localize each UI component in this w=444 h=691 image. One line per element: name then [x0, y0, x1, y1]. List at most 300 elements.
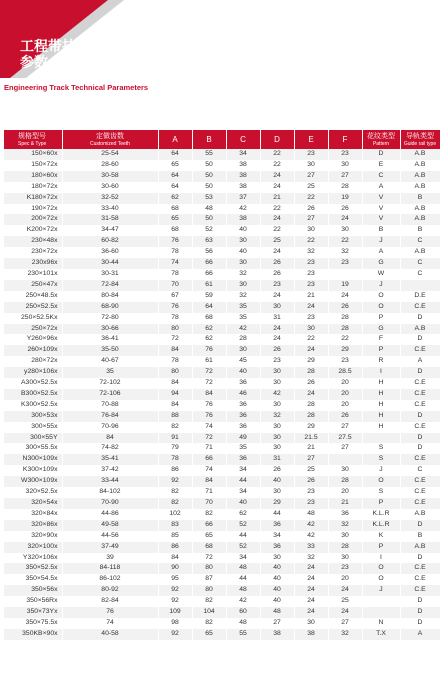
cell-d: 32 [260, 411, 294, 422]
cell-b: 62 [192, 334, 226, 345]
cell-pattern: I [362, 367, 400, 378]
cell-c: 35 [226, 443, 260, 454]
cell-b: 82 [192, 509, 226, 520]
cell-b: 80 [192, 585, 226, 596]
cell-e: 21 [294, 291, 328, 302]
cell-pattern: R [362, 356, 400, 367]
cell-spec: 300×55x [4, 422, 62, 433]
cell-f: 30 [328, 160, 362, 171]
cell-spec: 350×75.5x [4, 618, 62, 629]
cell-b: 72 [192, 378, 226, 389]
cell-pattern: S [362, 454, 400, 465]
cell-spec: 150×72x [4, 160, 62, 171]
cell-d: 24 [260, 182, 294, 193]
cell-c: 44 [226, 476, 260, 487]
header-guide [400, 130, 440, 149]
cell-f: 22 [328, 236, 362, 247]
cell-c: 37 [226, 193, 260, 204]
header-c: C [226, 130, 260, 149]
cell-e: 38 [294, 629, 328, 640]
cell-spec: Y260×96x [4, 334, 62, 345]
cell-f: 28 [328, 313, 362, 324]
table-row [4, 324, 440, 335]
cell-teeth: 31-58 [62, 214, 158, 225]
cell-pattern: P [362, 313, 400, 324]
cell-d: 26 [260, 345, 294, 356]
cell-f: 26 [328, 302, 362, 313]
cell-guide: A.B [400, 542, 440, 553]
cell-b: 66 [192, 258, 226, 269]
cell-d: 30 [260, 302, 294, 313]
cell-f: 28 [328, 542, 362, 553]
cell-guide: C.E [400, 476, 440, 487]
cell-a: 94 [158, 389, 192, 400]
cell-c: 30 [226, 236, 260, 247]
cell-spec: 230x96x [4, 258, 62, 269]
cell-e: 22 [294, 334, 328, 345]
cell-a: 88 [158, 411, 192, 422]
cell-spec: 320×84x [4, 509, 62, 520]
cell-teeth: 44-86 [62, 509, 158, 520]
cell-guide: A.B [400, 324, 440, 335]
cell-b: 74 [192, 422, 226, 433]
table-row [4, 443, 440, 454]
cell-f: 20 [328, 378, 362, 389]
table-row [4, 476, 440, 487]
cell-spec: B300×52.5x [4, 389, 62, 400]
cell-teeth: 30-66 [62, 324, 158, 335]
cell-teeth: 72-84 [62, 280, 158, 291]
table-row [4, 422, 440, 433]
cell-d: 26 [260, 258, 294, 269]
cell-a: 98 [158, 618, 192, 629]
table-row [4, 367, 440, 378]
cell-pattern: J [362, 585, 400, 596]
cell-a: 68 [158, 225, 192, 236]
cell-teeth: 70-96 [62, 422, 158, 433]
cell-pattern: A [362, 182, 400, 193]
cell-d: 29 [260, 498, 294, 509]
cell-e: 27 [294, 454, 328, 465]
table-row [4, 334, 440, 345]
cell-pattern [362, 596, 400, 607]
cell-a: 92 [158, 476, 192, 487]
cell-guide: A.B [400, 149, 440, 160]
cell-pattern: G [362, 258, 400, 269]
cell-spec: 350×56x [4, 585, 62, 596]
table-row [4, 542, 440, 553]
cell-b: 66 [192, 454, 226, 465]
cell-guide: D [400, 367, 440, 378]
cell-spec: 230×72x [4, 247, 62, 258]
cell-pattern: C [362, 171, 400, 182]
cell-a: 65 [158, 214, 192, 225]
cell-f: 20 [328, 400, 362, 411]
cell-pattern: I [362, 553, 400, 564]
cell-e: 28 [294, 367, 328, 378]
cell-c: 30 [226, 345, 260, 356]
page-subtitle: Engineering Track Technical Parameters [4, 83, 149, 92]
cell-spec: 180×72x [4, 182, 62, 193]
cell-c: 40 [226, 225, 260, 236]
page-title: 工程带技术参数 [20, 39, 90, 71]
table-body [4, 149, 440, 640]
cell-f [328, 269, 362, 280]
cell-a: 65 [158, 160, 192, 171]
cell-teeth: 35-50 [62, 345, 158, 356]
cell-d: 31 [260, 454, 294, 465]
cell-b: 53 [192, 193, 226, 204]
cell-spec: 150×60x [4, 149, 62, 160]
cell-pattern: D [362, 149, 400, 160]
cell-e: 21.5 [294, 433, 328, 444]
cell-spec: 320×54x [4, 498, 62, 509]
cell-a: 92 [158, 596, 192, 607]
cell-b: 62 [192, 324, 226, 335]
cell-teeth: 32-52 [62, 193, 158, 204]
cell-e: 23 [294, 498, 328, 509]
header-guide-en: Guide rail type [403, 140, 437, 147]
cell-f: 30 [328, 553, 362, 564]
cell-f: 24 [328, 214, 362, 225]
cell-f [328, 454, 362, 465]
cell-spec: 190×72x [4, 204, 62, 215]
cell-pattern: V [362, 204, 400, 215]
cell-b: 63 [192, 236, 226, 247]
cell-e: 27 [294, 171, 328, 182]
cell-c: 52 [226, 520, 260, 531]
cell-d: 24 [260, 324, 294, 335]
cell-teeth: 36-41 [62, 334, 158, 345]
header-pattern [362, 130, 400, 149]
cell-spec: 350×54.5x [4, 574, 62, 585]
cell-c: 40 [226, 247, 260, 258]
cell-e: 24 [294, 585, 328, 596]
cell-c: 36 [226, 454, 260, 465]
table-row [4, 596, 440, 607]
cell-e: 30 [294, 225, 328, 236]
cell-spec: W300×109x [4, 476, 62, 487]
cell-d: 40 [260, 585, 294, 596]
cell-c: 45 [226, 356, 260, 367]
cell-d: 24 [260, 171, 294, 182]
cell-spec: 250×72x [4, 324, 62, 335]
header-e: E [294, 130, 328, 149]
table-row [4, 498, 440, 509]
cell-f: 27 [328, 422, 362, 433]
table-row [4, 618, 440, 629]
cell-guide: A [400, 356, 440, 367]
cell-e: 24 [294, 563, 328, 574]
cell-teeth: 72-102 [62, 378, 158, 389]
cell-b: 59 [192, 291, 226, 302]
cell-guide: C.E [400, 302, 440, 313]
cell-guide: C.E [400, 498, 440, 509]
cell-pattern: O [362, 476, 400, 487]
cell-teeth: 80-92 [62, 585, 158, 596]
cell-f: 32 [328, 629, 362, 640]
cell-f: 32 [328, 520, 362, 531]
cell-d: 24 [260, 247, 294, 258]
table-row [4, 214, 440, 225]
cell-e: 24 [294, 389, 328, 400]
cell-d: 48 [260, 607, 294, 618]
cell-d: 40 [260, 476, 294, 487]
cell-a: 102 [158, 509, 192, 520]
cell-d: 40 [260, 596, 294, 607]
table-row [4, 553, 440, 564]
table-row [4, 193, 440, 204]
table-row [4, 160, 440, 171]
cell-guide: A.B [400, 160, 440, 171]
cell-f: 27 [328, 443, 362, 454]
cell-f: 30 [328, 465, 362, 476]
cell-teeth: 30-44 [62, 258, 158, 269]
cell-guide: A.B [400, 247, 440, 258]
cell-f: 24 [328, 291, 362, 302]
cell-e: 26 [294, 204, 328, 215]
cell-d: 21 [260, 193, 294, 204]
cell-e: 48 [294, 509, 328, 520]
header-pattern-en: Pattern [372, 140, 390, 147]
header-a: A [158, 130, 192, 149]
cell-b: 50 [192, 214, 226, 225]
cell-f: 24 [328, 585, 362, 596]
cell-e: 32 [294, 247, 328, 258]
cell-pattern: B [362, 225, 400, 236]
cell-f: 26 [328, 411, 362, 422]
cell-teeth: 28-60 [62, 160, 158, 171]
cell-c: 32 [226, 291, 260, 302]
cell-pattern: K [362, 531, 400, 542]
cell-e: 27 [294, 214, 328, 225]
cell-f: 23 [328, 563, 362, 574]
cell-c: 42 [226, 596, 260, 607]
table-row [4, 313, 440, 324]
cell-pattern: J [362, 280, 400, 291]
cell-b: 65 [192, 629, 226, 640]
cell-c: 35 [226, 302, 260, 313]
cell-spec: 300×53x [4, 411, 62, 422]
cell-guide: D [400, 520, 440, 531]
cell-d: 22 [260, 225, 294, 236]
cell-guide [400, 280, 440, 291]
cell-b: 66 [192, 520, 226, 531]
cell-c: 40 [226, 367, 260, 378]
cell-f: 32 [328, 247, 362, 258]
header-b: B [192, 130, 226, 149]
cell-guide: C [400, 269, 440, 280]
cell-d: 36 [260, 542, 294, 553]
cell-d: 44 [260, 509, 294, 520]
cell-c: 36 [226, 400, 260, 411]
cell-d: 22 [260, 160, 294, 171]
cell-d: 40 [260, 574, 294, 585]
cell-c: 38 [226, 171, 260, 182]
table-row [4, 563, 440, 574]
cell-b: 82 [192, 596, 226, 607]
header-pattern-cn: 花纹类型 [367, 132, 395, 140]
cell-b: 84 [192, 476, 226, 487]
cell-spec: K200×72x [4, 225, 62, 236]
cell-e: 22 [294, 236, 328, 247]
cell-guide: C.E [400, 378, 440, 389]
cell-teeth: 74-82 [62, 443, 158, 454]
cell-spec: 320×90x [4, 531, 62, 542]
cell-e: 23 [294, 258, 328, 269]
cell-b: 72 [192, 433, 226, 444]
table-row [4, 225, 440, 236]
cell-f: 29 [328, 345, 362, 356]
cell-a: 84 [158, 345, 192, 356]
cell-guide: C.E [400, 400, 440, 411]
table-row [4, 236, 440, 247]
cell-d: 30 [260, 443, 294, 454]
cell-a: 78 [158, 269, 192, 280]
cell-teeth: 49-58 [62, 520, 158, 531]
cell-f: 20 [328, 487, 362, 498]
cell-guide: A [400, 629, 440, 640]
cell-spec: 180×60x [4, 171, 62, 182]
cell-f: 28 [328, 476, 362, 487]
cell-guide: D [400, 411, 440, 422]
cell-pattern: E [362, 160, 400, 171]
cell-spec: 350×56Rx [4, 596, 62, 607]
cell-e: 28 [294, 400, 328, 411]
cell-guide: D [400, 334, 440, 345]
table-row [4, 531, 440, 542]
table-row [4, 465, 440, 476]
cell-spec: Y320×106x [4, 553, 62, 564]
cell-guide: C.E [400, 389, 440, 400]
cell-a: 72 [158, 334, 192, 345]
table-row [4, 171, 440, 182]
cell-teeth: 30-60 [62, 182, 158, 193]
cell-guide: C [400, 465, 440, 476]
cell-pattern: P [362, 542, 400, 553]
cell-teeth: 70-90 [62, 498, 158, 509]
cell-c: 55 [226, 629, 260, 640]
cell-c: 60 [226, 607, 260, 618]
cell-c: 34 [226, 553, 260, 564]
cell-b: 68 [192, 542, 226, 553]
cell-b: 55 [192, 149, 226, 160]
cell-d: 24 [260, 291, 294, 302]
table-row [4, 629, 440, 640]
cell-d: 26 [260, 269, 294, 280]
table-row [4, 204, 440, 215]
cell-pattern: G [362, 324, 400, 335]
cell-c: 34 [226, 465, 260, 476]
header-spec-en: Spec & Type [18, 140, 47, 147]
cell-a: 90 [158, 563, 192, 574]
cell-b: 74 [192, 465, 226, 476]
cell-spec: y280×106x [4, 367, 62, 378]
cell-c: 49 [226, 433, 260, 444]
cell-e: 24 [294, 302, 328, 313]
cell-c: 62 [226, 509, 260, 520]
cell-b: 48 [192, 204, 226, 215]
cell-spec: N300×109x [4, 454, 62, 465]
cell-pattern: O [362, 291, 400, 302]
cell-d: 30 [260, 378, 294, 389]
table-row [4, 509, 440, 520]
cell-guide: D [400, 313, 440, 324]
cell-d: 40 [260, 563, 294, 574]
cell-c: 38 [226, 214, 260, 225]
cell-c: 48 [226, 585, 260, 596]
cell-spec: 350×52.5x [4, 563, 62, 574]
cell-pattern: T.X [362, 629, 400, 640]
cell-guide: C [400, 236, 440, 247]
table-row [4, 574, 440, 585]
cell-c: 34 [226, 149, 260, 160]
table-row [4, 378, 440, 389]
cell-guide: D [400, 443, 440, 454]
cell-e: 24 [294, 607, 328, 618]
cell-pattern: H [362, 411, 400, 422]
table-row [4, 433, 440, 444]
cell-b: 76 [192, 411, 226, 422]
cell-pattern [362, 433, 400, 444]
cell-d: 34 [260, 531, 294, 542]
cell-a: 83 [158, 520, 192, 531]
cell-pattern: V [362, 214, 400, 225]
cell-spec: K300×52.5x [4, 400, 62, 411]
cell-a: 76 [158, 236, 192, 247]
cell-pattern [362, 607, 400, 618]
table-row [4, 302, 440, 313]
cell-pattern: K.L.R [362, 509, 400, 520]
cell-teeth: 72-106 [62, 389, 158, 400]
cell-f: 27 [328, 171, 362, 182]
cell-pattern: H [362, 400, 400, 411]
cell-guide: A.B [400, 171, 440, 182]
cell-f: 23 [328, 149, 362, 160]
cell-a: 86 [158, 465, 192, 476]
cell-e: 23 [294, 313, 328, 324]
cell-teeth: 40-58 [62, 629, 158, 640]
cell-spec: 250×47x [4, 280, 62, 291]
cell-spec: 250×48.5x [4, 291, 62, 302]
cell-teeth: 82-84 [62, 596, 158, 607]
cell-a: 80 [158, 367, 192, 378]
cell-b: 64 [192, 302, 226, 313]
cell-f: 19 [328, 193, 362, 204]
cell-guide: D [400, 607, 440, 618]
cell-guide: D [400, 596, 440, 607]
cell-a: 62 [158, 193, 192, 204]
cell-e: 21 [294, 443, 328, 454]
cell-a: 70 [158, 280, 192, 291]
cell-teeth: 76-84 [62, 411, 158, 422]
cell-d: 30 [260, 367, 294, 378]
cell-c: 44 [226, 531, 260, 542]
cell-b: 56 [192, 247, 226, 258]
cell-guide: B [400, 225, 440, 236]
cell-b: 65 [192, 531, 226, 542]
cell-c: 36 [226, 411, 260, 422]
cell-a: 78 [158, 247, 192, 258]
cell-teeth: 74 [62, 618, 158, 629]
cell-d: 38 [260, 629, 294, 640]
cell-pattern: W [362, 269, 400, 280]
title-banner [0, 0, 130, 78]
cell-e: 30 [294, 324, 328, 335]
cell-e: 23 [294, 487, 328, 498]
cell-c: 52 [226, 542, 260, 553]
table-row [4, 520, 440, 531]
